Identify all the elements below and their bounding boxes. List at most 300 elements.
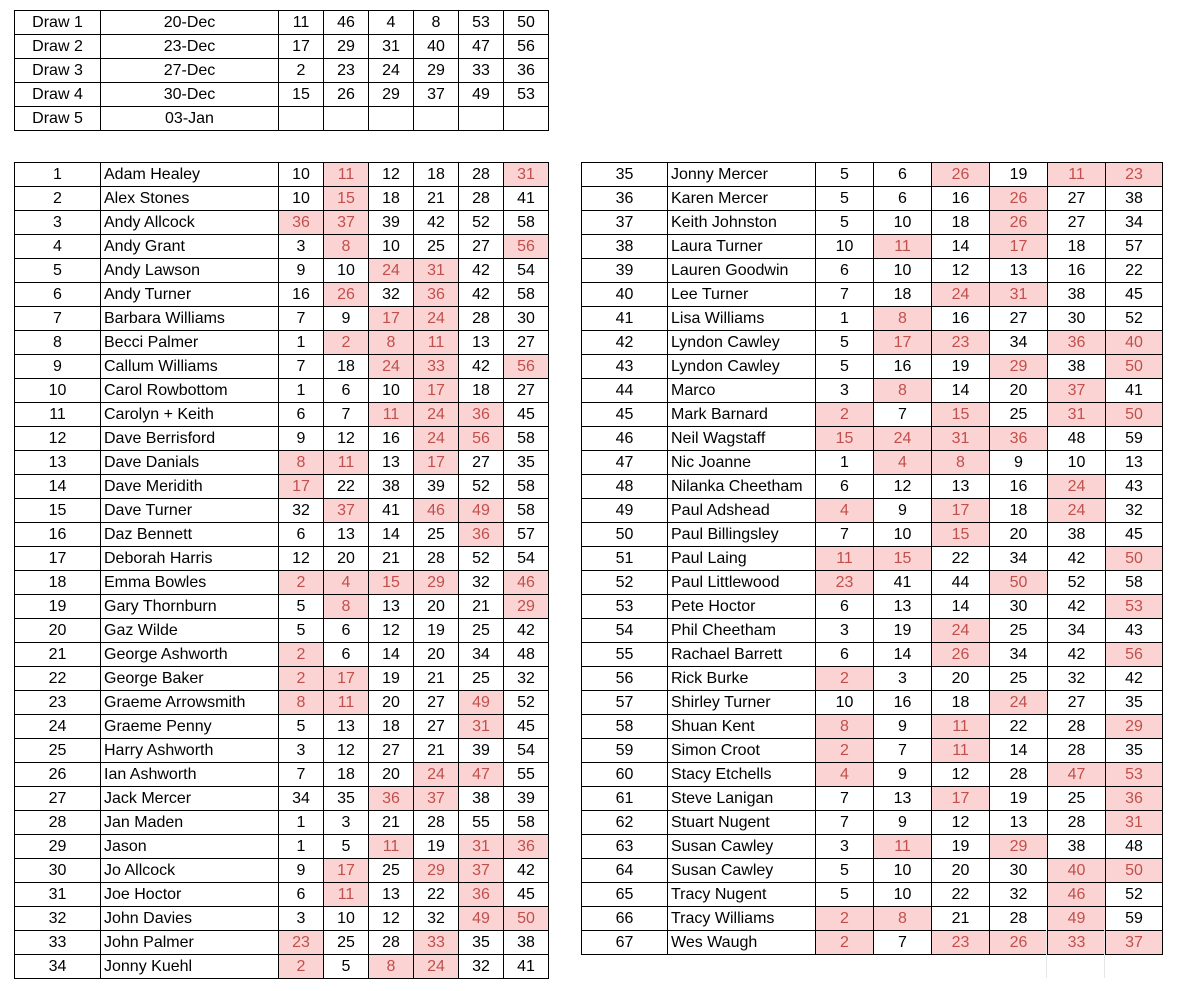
player-row xyxy=(15,811,549,835)
player-pick: 28 xyxy=(369,931,414,955)
matched-number: 23 xyxy=(816,571,874,595)
player-pick: 9 xyxy=(874,763,932,787)
player-pick: 25 xyxy=(414,235,459,259)
matched-number: 29 xyxy=(414,859,459,883)
draw-row xyxy=(15,35,549,59)
player-pick: 5 xyxy=(279,619,324,643)
player-pick: 19 xyxy=(932,355,990,379)
matched-number: 8 xyxy=(369,331,414,355)
player-number: 6 xyxy=(15,283,101,307)
player-number: 34 xyxy=(15,955,101,979)
player-name: Mark Barnard xyxy=(668,403,816,427)
player-row xyxy=(15,163,549,187)
player-row xyxy=(15,571,549,595)
matched-number: 15 xyxy=(324,187,369,211)
player-number: 27 xyxy=(15,787,101,811)
player-pick: 28 xyxy=(414,547,459,571)
player-row xyxy=(15,955,549,979)
drawn-number: 29 xyxy=(369,83,414,107)
player-number: 62 xyxy=(582,811,668,835)
player-number: 19 xyxy=(15,595,101,619)
matched-number: 11 xyxy=(874,835,932,859)
player-name: Emma Bowles xyxy=(101,571,279,595)
matched-number: 2 xyxy=(324,331,369,355)
player-row xyxy=(582,403,1163,427)
matched-number: 37 xyxy=(324,499,369,523)
matched-number: 24 xyxy=(414,427,459,451)
player-row xyxy=(15,835,549,859)
player-number: 38 xyxy=(582,235,668,259)
player-pick: 48 xyxy=(504,643,549,667)
player-name: Alex Stones xyxy=(101,187,279,211)
player-pick: 14 xyxy=(369,643,414,667)
drawn-number xyxy=(414,107,459,131)
player-number: 12 xyxy=(15,427,101,451)
player-name: Stacy Etchells xyxy=(668,763,816,787)
player-pick: 7 xyxy=(324,403,369,427)
player-pick: 32 xyxy=(504,667,549,691)
drawn-number xyxy=(369,107,414,131)
drawn-number: 4 xyxy=(369,11,414,35)
matched-number: 15 xyxy=(369,571,414,595)
matched-number: 23 xyxy=(932,331,990,355)
player-pick: 3 xyxy=(279,739,324,763)
player-pick: 42 xyxy=(459,259,504,283)
player-pick: 10 xyxy=(874,211,932,235)
player-name: George Baker xyxy=(101,667,279,691)
matched-number: 2 xyxy=(279,571,324,595)
matched-number: 2 xyxy=(279,955,324,979)
player-pick: 39 xyxy=(414,475,459,499)
matched-number: 26 xyxy=(324,283,369,307)
player-name: Deborah Harris xyxy=(101,547,279,571)
player-number: 53 xyxy=(582,595,668,619)
player-pick: 45 xyxy=(1106,283,1163,307)
player-name: Harry Ashworth xyxy=(101,739,279,763)
matched-number: 26 xyxy=(990,187,1048,211)
matched-number: 53 xyxy=(1106,763,1163,787)
player-pick: 34 xyxy=(279,787,324,811)
player-pick: 32 xyxy=(279,499,324,523)
player-number: 32 xyxy=(15,907,101,931)
player-row xyxy=(15,379,549,403)
drawn-number: 53 xyxy=(504,83,549,107)
matched-number: 36 xyxy=(459,523,504,547)
player-pick: 28 xyxy=(459,163,504,187)
player-pick: 5 xyxy=(816,355,874,379)
player-row xyxy=(582,499,1163,523)
player-name: Dave Berrisford xyxy=(101,427,279,451)
draw-results-table xyxy=(14,10,549,131)
draw-date: 30-Dec xyxy=(101,83,279,107)
player-pick: 5 xyxy=(324,955,369,979)
matched-number: 23 xyxy=(1106,163,1163,187)
player-pick: 19 xyxy=(990,787,1048,811)
player-pick: 13 xyxy=(932,475,990,499)
player-pick: 35 xyxy=(1106,691,1163,715)
player-pick: 9 xyxy=(279,259,324,283)
player-pick: 3 xyxy=(816,619,874,643)
player-pick: 38 xyxy=(1048,283,1106,307)
player-pick: 1 xyxy=(279,379,324,403)
matched-number: 4 xyxy=(324,571,369,595)
matched-number: 50 xyxy=(1106,355,1163,379)
player-name: Daz Bennett xyxy=(101,523,279,547)
player-pick: 9 xyxy=(874,499,932,523)
player-pick: 41 xyxy=(874,571,932,595)
player-pick: 16 xyxy=(1048,259,1106,283)
player-pick: 14 xyxy=(932,595,990,619)
draw-label: Draw 2 xyxy=(15,35,101,59)
player-pick: 5 xyxy=(324,835,369,859)
matched-number: 11 xyxy=(414,331,459,355)
player-number: 59 xyxy=(582,739,668,763)
player-row xyxy=(582,547,1163,571)
player-name: Rachael Barrett xyxy=(668,643,816,667)
player-row xyxy=(582,283,1163,307)
matched-number: 2 xyxy=(816,403,874,427)
matched-number: 33 xyxy=(414,931,459,955)
player-name: Graeme Penny xyxy=(101,715,279,739)
player-pick: 34 xyxy=(1048,619,1106,643)
player-pick: 57 xyxy=(504,523,549,547)
matched-number: 31 xyxy=(1048,403,1106,427)
drawn-number: 46 xyxy=(324,11,369,35)
player-pick: 10 xyxy=(874,259,932,283)
matched-number: 50 xyxy=(504,907,549,931)
player-row xyxy=(582,235,1163,259)
drawn-number xyxy=(324,107,369,131)
player-pick: 34 xyxy=(990,643,1048,667)
player-pick: 42 xyxy=(1048,643,1106,667)
player-row xyxy=(15,451,549,475)
player-pick: 45 xyxy=(504,715,549,739)
player-pick: 19 xyxy=(414,619,459,643)
draw-date: 20-Dec xyxy=(101,11,279,35)
drawn-number: 17 xyxy=(279,35,324,59)
player-name: Adam Healey xyxy=(101,163,279,187)
player-row xyxy=(15,691,549,715)
draw-date: 03-Jan xyxy=(101,107,279,131)
draw-row xyxy=(15,83,549,107)
player-pick: 41 xyxy=(1106,379,1163,403)
player-pick: 30 xyxy=(990,595,1048,619)
matched-number: 29 xyxy=(414,571,459,595)
player-pick: 18 xyxy=(459,379,504,403)
matched-number: 36 xyxy=(414,283,459,307)
player-pick: 3 xyxy=(816,379,874,403)
player-name: Paul Adshead xyxy=(668,499,816,523)
player-name: Phil Cheetham xyxy=(668,619,816,643)
player-pick: 1 xyxy=(816,307,874,331)
player-pick: 25 xyxy=(414,523,459,547)
matched-number: 24 xyxy=(932,283,990,307)
player-pick: 42 xyxy=(459,283,504,307)
matched-number: 36 xyxy=(369,787,414,811)
player-pick: 1 xyxy=(279,835,324,859)
player-pick: 3 xyxy=(816,835,874,859)
player-name: Simon Croot xyxy=(668,739,816,763)
player-pick: 18 xyxy=(324,355,369,379)
matched-number: 29 xyxy=(1106,715,1163,739)
player-pick: 28 xyxy=(1048,811,1106,835)
player-pick: 42 xyxy=(1106,667,1163,691)
player-pick: 16 xyxy=(369,427,414,451)
player-name: Rick Burke xyxy=(668,667,816,691)
player-name: Shirley Turner xyxy=(668,691,816,715)
drawn-number: 49 xyxy=(459,83,504,107)
player-pick: 43 xyxy=(1106,619,1163,643)
matched-number: 37 xyxy=(1048,379,1106,403)
player-pick: 58 xyxy=(504,499,549,523)
player-name: Barbara Williams xyxy=(101,307,279,331)
draw-label: Draw 1 xyxy=(15,11,101,35)
player-pick: 32 xyxy=(459,955,504,979)
player-number: 16 xyxy=(15,523,101,547)
player-number: 47 xyxy=(582,451,668,475)
player-pick: 54 xyxy=(504,259,549,283)
matched-number: 50 xyxy=(1106,859,1163,883)
matched-number: 46 xyxy=(1048,883,1106,907)
player-pick: 20 xyxy=(990,523,1048,547)
player-pick: 52 xyxy=(1106,307,1163,331)
player-name: Becci Palmer xyxy=(101,331,279,355)
player-pick: 22 xyxy=(414,883,459,907)
matched-number: 8 xyxy=(279,691,324,715)
player-pick: 25 xyxy=(459,667,504,691)
player-number: 67 xyxy=(582,931,668,955)
matched-number: 11 xyxy=(874,235,932,259)
player-pick: 10 xyxy=(816,691,874,715)
player-number: 26 xyxy=(15,763,101,787)
player-pick: 25 xyxy=(324,931,369,955)
matched-number: 37 xyxy=(1106,931,1163,955)
matched-number: 46 xyxy=(504,571,549,595)
player-pick: 7 xyxy=(279,763,324,787)
player-row xyxy=(582,331,1163,355)
player-number: 5 xyxy=(15,259,101,283)
matched-number: 8 xyxy=(874,379,932,403)
player-pick: 34 xyxy=(1106,211,1163,235)
player-number: 10 xyxy=(15,379,101,403)
player-row xyxy=(582,859,1163,883)
player-number: 49 xyxy=(582,499,668,523)
player-row xyxy=(582,835,1163,859)
player-number: 20 xyxy=(15,619,101,643)
player-row xyxy=(15,859,549,883)
player-name: Marco xyxy=(668,379,816,403)
player-pick: 41 xyxy=(369,499,414,523)
player-row xyxy=(15,667,549,691)
player-number: 66 xyxy=(582,907,668,931)
player-pick: 39 xyxy=(459,739,504,763)
matched-number: 24 xyxy=(414,763,459,787)
player-pick: 12 xyxy=(369,907,414,931)
matched-number: 2 xyxy=(816,931,874,955)
player-pick: 28 xyxy=(1048,739,1106,763)
matched-number: 24 xyxy=(990,691,1048,715)
player-pick: 12 xyxy=(874,475,932,499)
matched-number: 49 xyxy=(459,499,504,523)
player-pick: 7 xyxy=(816,523,874,547)
matched-number: 2 xyxy=(816,667,874,691)
matched-number: 26 xyxy=(932,643,990,667)
player-pick: 6 xyxy=(816,595,874,619)
player-name: John Palmer xyxy=(101,931,279,955)
drawn-number: 8 xyxy=(414,11,459,35)
player-pick: 20 xyxy=(932,667,990,691)
player-name: Dave Meridith xyxy=(101,475,279,499)
player-number: 39 xyxy=(582,259,668,283)
matched-number: 53 xyxy=(1106,595,1163,619)
player-pick: 43 xyxy=(1106,475,1163,499)
player-pick: 27 xyxy=(504,379,549,403)
player-pick: 58 xyxy=(504,811,549,835)
player-pick: 59 xyxy=(1106,907,1163,931)
player-pick: 5 xyxy=(816,859,874,883)
matched-number: 17 xyxy=(369,307,414,331)
player-pick: 25 xyxy=(990,619,1048,643)
player-pick: 19 xyxy=(990,163,1048,187)
player-pick: 14 xyxy=(369,523,414,547)
drawn-number: 23 xyxy=(324,59,369,83)
player-row xyxy=(582,475,1163,499)
player-pick: 25 xyxy=(1048,787,1106,811)
player-pick: 32 xyxy=(414,907,459,931)
matched-number: 24 xyxy=(1048,499,1106,523)
player-pick: 12 xyxy=(932,811,990,835)
player-number: 36 xyxy=(582,187,668,211)
player-pick: 6 xyxy=(816,259,874,283)
player-pick: 6 xyxy=(324,643,369,667)
drawn-number: 53 xyxy=(459,11,504,35)
player-pick: 7 xyxy=(816,787,874,811)
drawn-number xyxy=(459,107,504,131)
player-name: John Davies xyxy=(101,907,279,931)
player-pick: 38 xyxy=(1048,355,1106,379)
player-pick: 22 xyxy=(932,883,990,907)
matched-number: 36 xyxy=(459,883,504,907)
player-pick: 28 xyxy=(1048,715,1106,739)
player-number: 11 xyxy=(15,403,101,427)
player-pick: 52 xyxy=(459,547,504,571)
matched-number: 15 xyxy=(874,547,932,571)
player-row xyxy=(582,571,1163,595)
player-row xyxy=(15,643,549,667)
player-pick: 7 xyxy=(279,307,324,331)
draw-date: 23-Dec xyxy=(101,35,279,59)
player-pick: 12 xyxy=(369,619,414,643)
matched-number: 17 xyxy=(932,787,990,811)
matched-number: 4 xyxy=(816,499,874,523)
player-row xyxy=(15,787,549,811)
player-number: 30 xyxy=(15,859,101,883)
player-pick: 14 xyxy=(932,235,990,259)
player-pick: 9 xyxy=(279,859,324,883)
player-pick: 16 xyxy=(279,283,324,307)
player-row xyxy=(582,211,1163,235)
matched-number: 56 xyxy=(1106,643,1163,667)
matched-number: 40 xyxy=(1106,331,1163,355)
player-pick: 13 xyxy=(369,595,414,619)
player-row xyxy=(15,307,549,331)
player-pick: 16 xyxy=(932,307,990,331)
player-pick: 41 xyxy=(504,955,549,979)
drawn-number: 15 xyxy=(279,83,324,107)
player-number: 15 xyxy=(15,499,101,523)
player-row xyxy=(15,427,549,451)
matched-number: 36 xyxy=(1048,331,1106,355)
matched-number: 31 xyxy=(990,283,1048,307)
matched-number: 17 xyxy=(324,859,369,883)
player-pick: 27 xyxy=(459,451,504,475)
player-name: Paul Littlewood xyxy=(668,571,816,595)
matched-number: 24 xyxy=(1048,475,1106,499)
player-pick: 14 xyxy=(932,379,990,403)
player-pick: 52 xyxy=(1048,571,1106,595)
matched-number: 17 xyxy=(874,331,932,355)
player-pick: 1 xyxy=(279,811,324,835)
player-name: Lauren Goodwin xyxy=(668,259,816,283)
draw-label: Draw 3 xyxy=(15,59,101,83)
player-pick: 6 xyxy=(874,187,932,211)
matched-number: 50 xyxy=(1106,403,1163,427)
player-pick: 20 xyxy=(990,379,1048,403)
player-pick: 7 xyxy=(816,811,874,835)
matched-number: 56 xyxy=(504,355,549,379)
player-pick: 42 xyxy=(459,355,504,379)
faint-gridline xyxy=(1104,930,1105,978)
matched-number: 37 xyxy=(324,211,369,235)
faint-gridline xyxy=(1046,930,1047,978)
matched-number: 56 xyxy=(504,235,549,259)
matched-number: 11 xyxy=(932,715,990,739)
player-pick: 16 xyxy=(874,691,932,715)
player-pick: 18 xyxy=(369,187,414,211)
player-row xyxy=(582,787,1163,811)
player-pick: 22 xyxy=(932,547,990,571)
player-pick: 5 xyxy=(279,715,324,739)
player-row xyxy=(582,379,1163,403)
matched-number: 33 xyxy=(414,355,459,379)
draw-row xyxy=(15,11,549,35)
player-name: Nilanka Cheetham xyxy=(668,475,816,499)
matched-number: 31 xyxy=(459,835,504,859)
player-pick: 58 xyxy=(504,211,549,235)
drawn-number xyxy=(504,107,549,131)
player-row xyxy=(15,499,549,523)
player-row xyxy=(582,883,1163,907)
matched-number: 4 xyxy=(816,763,874,787)
player-pick: 27 xyxy=(414,691,459,715)
matched-number: 24 xyxy=(369,355,414,379)
player-pick: 19 xyxy=(414,835,459,859)
player-pick: 35 xyxy=(1106,739,1163,763)
player-pick: 6 xyxy=(279,883,324,907)
draw-row xyxy=(15,59,549,83)
player-number: 14 xyxy=(15,475,101,499)
player-pick: 39 xyxy=(369,211,414,235)
player-pick: 34 xyxy=(459,643,504,667)
player-name: Wes Waugh xyxy=(668,931,816,955)
player-pick: 10 xyxy=(369,379,414,403)
player-name: Lyndon Cawley xyxy=(668,355,816,379)
player-row xyxy=(15,403,549,427)
player-number: 44 xyxy=(582,379,668,403)
player-row xyxy=(582,691,1163,715)
player-name: Paul Billingsley xyxy=(668,523,816,547)
player-row xyxy=(15,763,549,787)
